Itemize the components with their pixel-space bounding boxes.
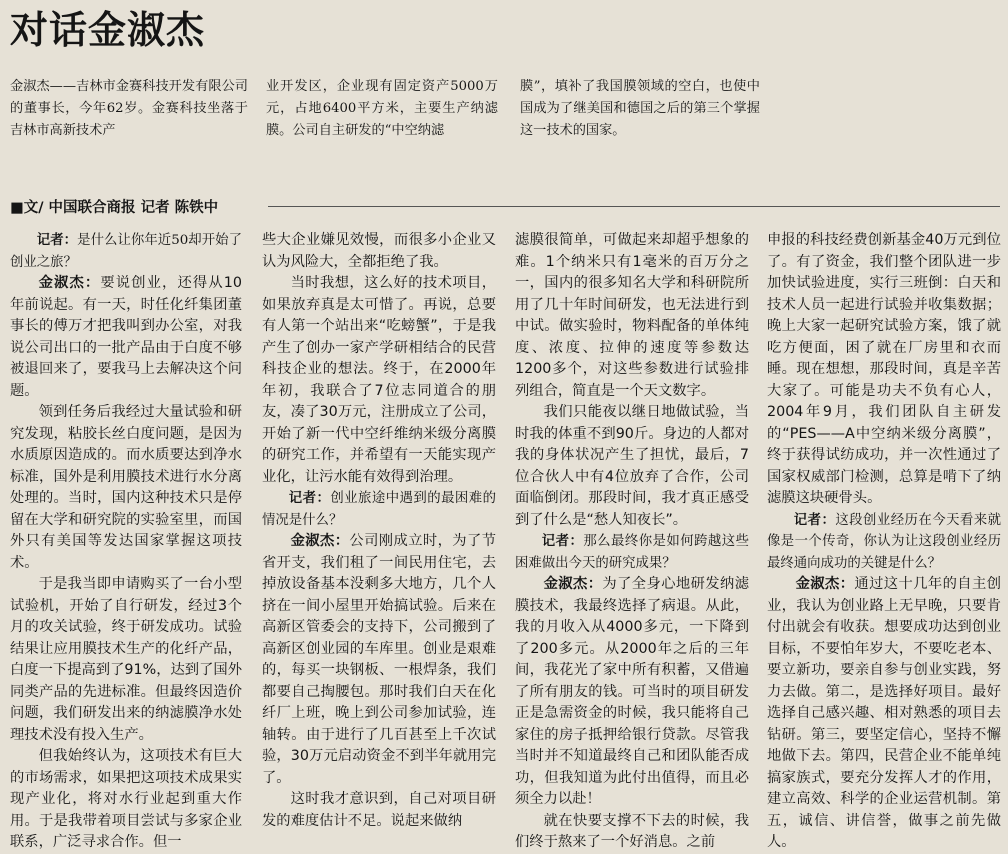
byline: ■文/ 中国联合商报 记者 陈铁中: [10, 200, 219, 216]
question-paragraph: [515, 531, 749, 574]
divider-rule: [268, 206, 1000, 207]
article-column-1: [10, 230, 242, 854]
paragraph-text: 那么最终你是如何跨越这些困难做出今天的研究成果？: [515, 534, 749, 571]
question-paragraph: [262, 488, 496, 531]
intro-column-3: 膜”，填补了我国膜领域的空白，也使中国成为了继美国和德国之后的第三个掌握这一技术的国家。: [520, 79, 760, 138]
reporter-label: 记者：: [36, 233, 78, 248]
paragraph-text: 我们只能夜以继日地做试验，当时我的体重不到90斤。身边的人都对我的身体状况产生了担忧，最后，7位合伙人中有4位放弃了合作，公司面临倒闭。那段时间，我才真正感受到了什么是“愁人知夜长”。: [515, 404, 749, 528]
answer-paragraph: [515, 574, 749, 811]
guest-label: 金淑杰：: [795, 576, 855, 592]
guest-label: 金淑杰：: [543, 576, 603, 592]
reporter-label: 记者：: [793, 512, 836, 528]
body-paragraph: [10, 402, 242, 574]
reporter-label: 记者：: [541, 534, 584, 549]
paragraph-text: 领到任务后我经过大量试验和研究发现，粘胶长丝白度问题，是因为水质原因造成的。而水质要达到净水标准，国外是利用膜技术进行水分离处理的。当时，国内这种技术只是停留在大学和研究院的实验室里，而国外只有美国等发达国家掌握这项技术。: [10, 404, 242, 571]
body-paragraph: [515, 811, 749, 854]
paragraph-text: 公司刚成立时，为了节省开支，我们租了一间民用住宅，去掉放设备基本没剩多大地方，几个人挤在一间小屋里开始搞试验。后来在高新区管委会的支持下，公司搬到了高新区创业园的车库里。创业是艰难的，每买一块钢板、一根焊条，我们都要自己掏腰包。那时我们白天在化纤厂上班，晚上到公司参加试验，连轴转。由于进行了几百甚至上千次试验，30万元启动资金不到半年就用完了。: [262, 533, 497, 786]
question-paragraph: [767, 510, 1001, 575]
paragraph-text: 申报的科技经费创新基金40万元到位了。有了资金，我们整个团队进一步加快试验进度，实行三班倒：白天和技术人员一起进行试验并收集数据；晚上大家一起研究试验方案，饿了就吃方便面，困了就在厂房里和衣而睡。现在想想，那段时间，真是辛苦大家了。可能是功夫不负有心人，2004年9月，我们团队自主研发的“PES——A中空纳米级分离膜”，终于获得试纺成功，并一次性通过了国家权威部门检测，总算是啃下了纳滤膜这块硬骨头。: [767, 232, 1001, 506]
paragraph-text: 这段创业经历在今天看来就像是一个传奇，你认为让这段创业经历最终通向成功的关键是什么？: [767, 512, 1001, 571]
paragraph-text: 但我始终认为，这项技术有巨大的市场需求，如果把这项技术成果实现产业化，将对水行业起到重大作用。于是我带着项目尝试与多家企业联系，广泛寻求合作。但一: [10, 748, 242, 850]
intro-column-2: 业开发区，企业现有固定资产5000万元，占地6400平方米，主要生产纳滤膜。公司自主研发的“中空纳滤: [266, 79, 498, 138]
answer-paragraph: [262, 531, 496, 789]
body-paragraph: [262, 230, 496, 273]
answer-paragraph: [10, 273, 242, 402]
question-paragraph: [10, 230, 242, 273]
body-paragraph: [262, 789, 496, 832]
article-column-2: [262, 230, 496, 832]
guest-label: 金淑杰：: [38, 275, 101, 291]
paragraph-text: 就在快要支撑不下去的时候，我们终于熬来了一个好消息。之前: [515, 812, 749, 850]
answer-paragraph: [767, 574, 1001, 854]
paragraph-text: 这时我才意识到，自己对项目研发的难度估计不足。说起来做纳: [262, 791, 496, 829]
paragraph-text: 通过这十几年的自主创业，我认为创业路上无早晚，只要肯付出就会有收获。想要成功达到创业目标，不要怕年岁大，不要吃老本、要立新功，要亲自参与创业实践，努力去做。第二，是选择好项目。最好选择自己感兴趣、相对熟悉的项目去钻研。第三，要坚定信心，坚持不懈地做下去。第四，民营企业不能单纯搞家族式，要充分发挥人才的作用，建立高效、科学的企业运营机制。第五，诚信、讲信誉，做事之前先做人。: [767, 576, 1002, 850]
guest-label: 金淑杰：: [290, 533, 350, 549]
body-paragraph: [10, 746, 242, 854]
paragraph-text: 要说创业，还得从10年前说起。有一天，时任化纤集团董事长的傅万才把我叫到办公室，对我说公司出口的一批产品由于白度不够被退回来了，要我马上去解决这个问题。: [10, 275, 242, 399]
body-paragraph: [515, 230, 749, 402]
article-column-3: [515, 230, 749, 854]
intro-column-1: 金淑杰——吉林市金赛科技开发有限公司的董事长，今年62岁。金赛科技坐落于吉林市高新技术产: [10, 79, 248, 138]
paragraph-text: 是什么让你年近50却开始了创业之旅？: [10, 233, 243, 270]
paragraph-text: 为了全身心地研发纳滤膜技术，我最终选择了病退。从此，我的月收入从4000多元，一下降到了200多元。从2000年之后的三年间，我花光了家中所有积蓄，又借遍了所有朋友的钱。可当时的项目研发正是急需资金的时候，我只能将自己家住的房子抵押给银行贷款。尽管我当时并不知道最终自己和团队能否成功，但我知道为此付出值得，而且必须全力以赴！: [515, 576, 750, 807]
body-paragraph: [767, 230, 1001, 510]
reporter-label: 记者：: [288, 491, 331, 506]
article-column-4: [767, 230, 1001, 854]
paragraph-text: 于是我当即申请购买了一台小型试验机，开始了自行研发，经过3个月的攻关试验，终于研发成功。试验结果让应用膜技术生产的化纤产品，白度一下提高到了91%，达到了国外同类产品的先进标准。但最终因造价问题，我们研发出来的纳滤膜净水处理技术没有投入生产。: [10, 576, 242, 743]
paragraph-text: 当时我想，这么好的技术项目，如果放弃真是太可惜了。再说，总要有人第一个站出来“吃螃蟹”，于是我产生了创办一家产学研相结合的民营科技企业的想法。终于，在2000年年初，我联合了7位志同道合的朋友，凑了30万元，注册成立了公司，开始了新一代中空纤维纳米级分离膜的研究工作，并希望有一天能实现产业化，让污水能有效得到治理。: [262, 275, 496, 485]
body-paragraph: [10, 574, 242, 746]
page-title: 对话金淑杰: [10, 8, 206, 52]
paragraph-text: 些大企业嫌见效慢，而很多小企业又认为风险大，全都拒绝了我。: [262, 232, 496, 270]
paragraph-text: 滤膜很简单，可做起来却超乎想象的难。1个纳米只有1毫米的百万分之一，国内的很多知名大学和科研院所用了几十年时间研发，也无法进行到中试。做实验时，物料配备的单体纯度、浓度、拉伸的速度等参数达1200多个，对这些参数进行试验排列组合，简直是一个天文数字。: [515, 232, 749, 399]
body-paragraph: [515, 402, 749, 531]
body-paragraph: [262, 273, 496, 488]
paragraph-text: 创业旅途中遇到的最困难的情况是什么？: [262, 491, 496, 528]
